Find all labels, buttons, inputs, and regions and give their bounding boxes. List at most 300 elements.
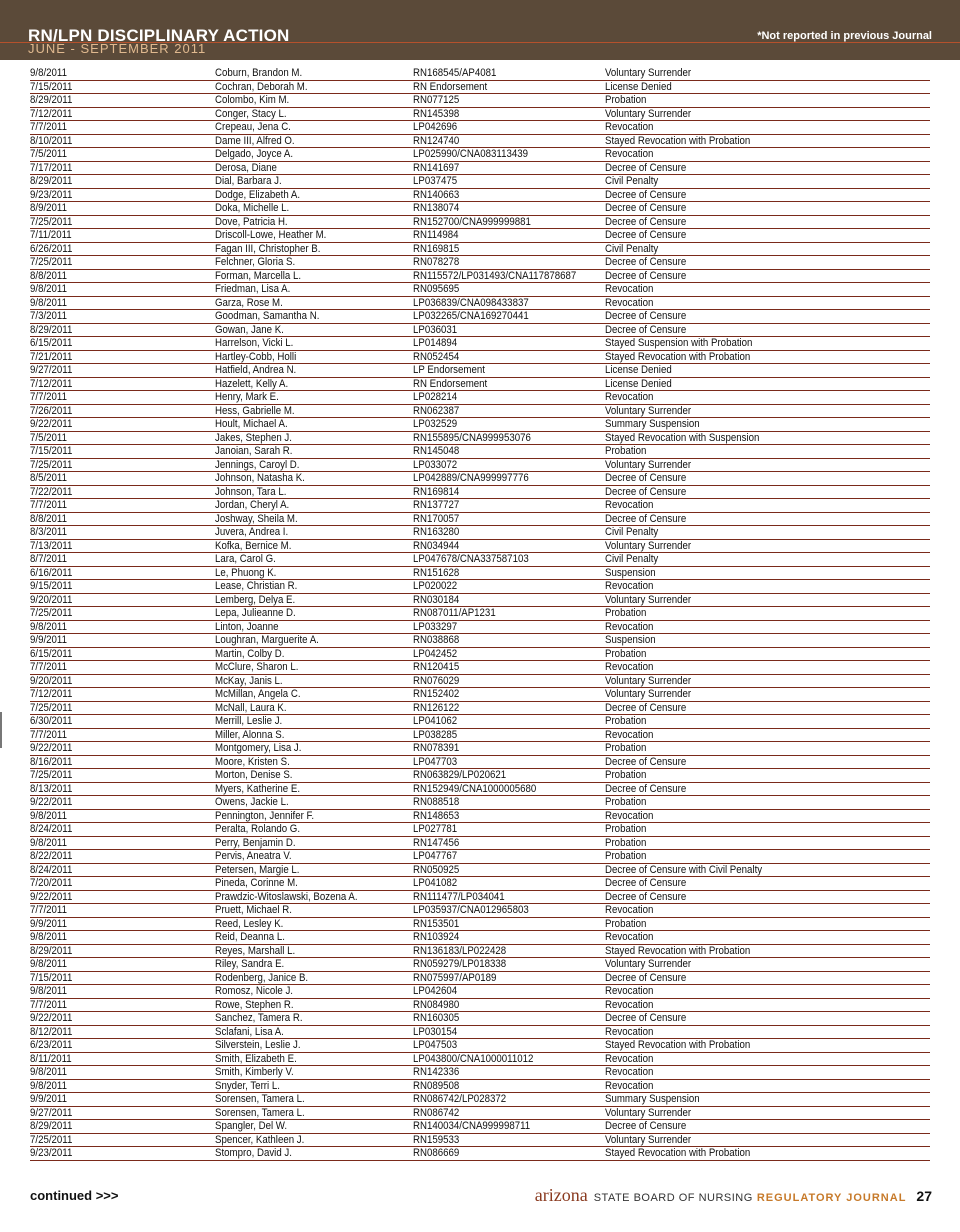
action-type: Probation <box>605 94 647 106</box>
action-date: 7/7/2011 <box>30 499 67 511</box>
table-row <box>30 67 930 81</box>
licensee-name: Spangler, Del W. <box>215 1120 288 1132</box>
licensee-name: Driscoll-Lowe, Heather M. <box>215 229 327 241</box>
licensee-name: Pineda, Corinne M. <box>215 877 298 889</box>
action-type: Decree of Censure <box>605 256 687 268</box>
action-type: Decree of Censure <box>605 782 687 795</box>
license-number: LP038285 <box>413 728 458 741</box>
licensee-name: Friedman, Lisa A. <box>215 283 291 295</box>
action-type: Revocation <box>605 620 654 633</box>
licensee-name: Felchner, Gloria S. <box>215 256 296 268</box>
licensee-name: Petersen, Margie L. <box>215 863 300 876</box>
license-number: RN030184 <box>413 593 460 606</box>
table-row <box>30 580 930 594</box>
action-date: 8/5/2011 <box>30 472 67 484</box>
table-row <box>30 229 930 243</box>
action-type: Decree of Censure <box>605 1012 687 1024</box>
table-row <box>30 648 930 662</box>
action-date: 8/10/2011 <box>30 134 73 147</box>
licensee-name: Owens, Jackie L. <box>215 796 289 808</box>
table-row <box>30 850 930 864</box>
table-row <box>30 729 930 743</box>
licensee-name: Montgomery, Lisa J. <box>215 742 302 754</box>
licensee-name: Sorensen, Tamera L. <box>215 1093 305 1105</box>
license-number: LP042889/CNA999997776 <box>413 472 529 484</box>
action-date: 9/23/2011 <box>30 1147 73 1159</box>
table-row <box>30 472 930 486</box>
action-type: License Denied <box>605 377 672 390</box>
table-row <box>30 499 930 513</box>
action-date: 9/8/2011 <box>30 283 67 295</box>
table-row <box>30 486 930 500</box>
table-row <box>30 135 930 149</box>
licensee-name: Sorensen, Tamera L. <box>215 1106 305 1119</box>
action-type: Decree of Censure <box>605 512 687 525</box>
table-row <box>30 702 930 716</box>
table-row <box>30 634 930 648</box>
action-date: 9/20/2011 <box>30 674 73 687</box>
licensee-name: Henry, Mark E. <box>215 391 279 403</box>
licensee-name: Stompro, David J. <box>215 1147 292 1159</box>
license-number: RN145398 <box>413 107 460 120</box>
license-number: RN159533 <box>413 1133 460 1146</box>
table-row <box>30 94 930 108</box>
license-number: RN114984 <box>413 229 459 241</box>
licensee-name: Peralta, Rolando G. <box>215 823 301 835</box>
license-number: LP047503 <box>413 1039 458 1051</box>
licensee-name: McNall, Laura K. <box>215 701 287 714</box>
licensee-name: Goodman, Samantha N. <box>215 310 320 322</box>
action-type: Probation <box>605 850 647 862</box>
licensee-name: Romosz, Nicole J. <box>215 985 294 997</box>
license-number: LP033072 <box>413 458 458 471</box>
licensee-name: Pennington, Jennifer F. <box>215 809 315 822</box>
action-date: 9/27/2011 <box>30 364 73 376</box>
table-row <box>30 364 930 378</box>
licensee-name: Dodge, Elizabeth A. <box>215 188 301 201</box>
action-type: Revocation <box>605 148 654 160</box>
action-date: 8/29/2011 <box>30 944 73 957</box>
action-date: 9/22/2011 <box>30 418 73 430</box>
action-date: 6/30/2011 <box>30 715 73 727</box>
action-type: Stayed Revocation with Probation <box>605 1039 751 1051</box>
license-number: LP028214 <box>413 391 458 403</box>
action-date: 8/29/2011 <box>30 175 73 187</box>
action-date: 9/8/2011 <box>30 809 67 822</box>
license-number: RN095695 <box>413 283 460 295</box>
action-date: 9/9/2011 <box>30 1093 67 1105</box>
page-title: RN/LPN DISCIPLINARY ACTION <box>28 26 290 45</box>
table-row <box>30 1053 930 1067</box>
licensee-name: Fagan III, Christopher B. <box>215 242 321 255</box>
action-date: 8/11/2011 <box>30 1052 72 1065</box>
action-type: Stayed Revocation with Suspension <box>605 431 760 444</box>
action-date: 7/15/2011 <box>30 971 73 984</box>
action-date: 8/29/2011 <box>30 94 73 106</box>
action-type: Revocation <box>605 728 654 741</box>
table-row <box>30 1012 930 1026</box>
action-date: 7/25/2011 <box>30 607 73 619</box>
action-type: Revocation <box>605 985 654 997</box>
action-date: 9/22/2011 <box>30 742 73 754</box>
table-row <box>30 418 930 432</box>
action-date: 7/25/2011 <box>30 1133 73 1146</box>
action-date: 9/8/2011 <box>30 1066 67 1078</box>
action-date: 8/9/2011 <box>30 202 67 214</box>
license-number: RN126122 <box>413 701 460 714</box>
action-type: Decree of Censure <box>605 188 687 201</box>
licensee-name: Lemberg, Delya E. <box>215 593 296 606</box>
table-row <box>30 108 930 122</box>
licensee-name: Riley, Sandra E. <box>215 958 285 970</box>
license-number: RN153501 <box>413 917 460 930</box>
licensee-name: Snyder, Terri L. <box>215 1079 280 1092</box>
license-number: RN086669 <box>413 1147 460 1159</box>
licensee-name: Perry, Benjamin D. <box>215 836 296 849</box>
table-row <box>30 877 930 891</box>
licensee-name: Janoian, Sarah R. <box>215 445 293 457</box>
license-number: RN063829/LP020621 <box>413 769 507 781</box>
action-date: 9/22/2011 <box>30 796 73 808</box>
license-number: LP037475 <box>413 175 458 187</box>
license-number: RN169814 <box>413 485 460 498</box>
table-row <box>30 297 930 311</box>
licensee-name: McMillan, Angela C. <box>215 688 301 700</box>
table-row <box>30 1093 930 1107</box>
table-row <box>30 945 930 959</box>
licensee-name: Silverstein, Leslie J. <box>215 1039 301 1051</box>
licensee-name: Juvera, Andrea I. <box>215 526 289 538</box>
licensee-name: Reed, Lesley K. <box>215 917 284 930</box>
table-row <box>30 756 930 770</box>
license-number: LP036839/CNA098433837 <box>413 296 529 309</box>
table-row <box>30 688 930 702</box>
table-row <box>30 715 930 729</box>
action-date: 7/25/2011 <box>30 215 73 228</box>
license-number: LP041082 <box>413 877 458 889</box>
license-number: RN142336 <box>413 1066 460 1078</box>
license-number: LP033297 <box>413 620 458 633</box>
action-date: 8/29/2011 <box>30 323 73 336</box>
action-type: Revocation <box>605 283 654 295</box>
license-number: LP020022 <box>413 580 458 592</box>
action-date: 9/22/2011 <box>30 890 73 903</box>
action-date: 9/20/2011 <box>30 593 73 606</box>
action-type: Voluntary Surrender <box>605 593 692 606</box>
licensee-name: Myers, Katherine E. <box>215 782 301 795</box>
table-row <box>30 904 930 918</box>
board-name: STATE BOARD OF NURSING <box>593 1192 753 1204</box>
table-row <box>30 891 930 905</box>
licensee-name: Prawdzic-Witoslawski, Bozena A. <box>215 890 358 903</box>
action-type: Decree of Censure <box>605 215 687 228</box>
journal-footer <box>535 1185 932 1206</box>
license-number: RN136183/LP022428 <box>413 944 507 957</box>
table-row <box>30 310 930 324</box>
licensee-name: Lepa, Julieanne D. <box>215 607 296 619</box>
license-number: RN050925 <box>413 863 460 876</box>
action-type: Stayed Revocation with Probation <box>605 944 751 957</box>
action-date: 9/8/2011 <box>30 958 67 970</box>
table-row <box>30 81 930 95</box>
table-row <box>30 837 930 851</box>
license-number: RN140663 <box>413 188 460 201</box>
license-number: LP032265/CNA169270441 <box>413 310 529 322</box>
action-type: Revocation <box>605 296 654 309</box>
licensee-name: Joshway, Sheila M. <box>215 512 298 525</box>
action-date: 7/5/2011 <box>30 148 67 160</box>
action-date: 8/29/2011 <box>30 1120 73 1132</box>
table-row <box>30 783 930 797</box>
table-row <box>30 351 930 365</box>
action-date: 9/22/2011 <box>30 1012 73 1024</box>
license-number: RN052454 <box>413 350 460 363</box>
licensee-name: Dove, Patricia H. <box>215 215 288 228</box>
license-number: RN059279/LP018338 <box>413 958 507 970</box>
action-date: 7/7/2011 <box>30 391 67 403</box>
licensee-name: Loughran, Marguerite A. <box>215 634 319 646</box>
action-date: 8/13/2011 <box>30 782 73 795</box>
action-type: Probation <box>605 836 647 849</box>
brand-logo-text: arizona <box>534 1185 588 1205</box>
action-type: Suspension <box>605 634 656 646</box>
action-type: Suspension <box>605 566 656 579</box>
table-row <box>30 1120 930 1134</box>
licensee-name: Pervis, Aneatra V. <box>215 850 292 862</box>
table-row <box>30 1039 930 1053</box>
table-row <box>30 958 930 972</box>
action-type: Revocation <box>605 931 654 943</box>
license-number: RN152949/CNA1000005680 <box>413 782 537 795</box>
action-type: Civil Penalty <box>605 553 659 565</box>
table-row <box>30 337 930 351</box>
licensee-name: Reid, Deanna L. <box>215 931 285 943</box>
action-type: Revocation <box>605 121 654 133</box>
licensee-name: Smith, Kimberly V. <box>215 1066 294 1078</box>
action-date: 7/26/2011 <box>30 404 73 417</box>
licensee-name: Miller, Alonna S. <box>215 728 285 741</box>
action-type: Voluntary Surrender <box>605 539 692 552</box>
licensee-name: Rowe, Stephen R. <box>215 998 294 1011</box>
action-date: 7/7/2011 <box>30 661 67 673</box>
license-number: RN147456 <box>413 836 460 849</box>
license-number: LP027781 <box>413 823 458 835</box>
licensee-name: Johnson, Tara L. <box>215 485 287 498</box>
table-row <box>30 931 930 945</box>
license-number: RN151628 <box>413 566 460 579</box>
license-number: RN078278 <box>413 256 460 268</box>
table-row <box>30 202 930 216</box>
action-date: 8/3/2011 <box>30 526 67 538</box>
license-number: RN Endorsement <box>413 80 488 93</box>
license-number: RN038868 <box>413 634 460 646</box>
action-date: 7/17/2011 <box>30 161 73 174</box>
action-type: Probation <box>605 823 647 835</box>
action-type: Voluntary Surrender <box>605 458 692 471</box>
license-number: RN075997/AP0189 <box>413 971 497 984</box>
licensee-name: McKay, Janis L. <box>215 674 283 687</box>
licensee-name: Pruett, Michael R. <box>215 904 292 916</box>
action-date: 9/27/2011 <box>30 1106 73 1119</box>
license-number: RN148653 <box>413 809 460 822</box>
action-date: 6/15/2011 <box>30 647 73 660</box>
action-date: 7/21/2011 <box>30 350 73 363</box>
action-date: 8/22/2011 <box>30 850 73 862</box>
table-row <box>30 445 930 459</box>
action-date: 7/7/2011 <box>30 904 67 916</box>
action-date: 7/11/2011 <box>30 229 72 241</box>
action-type: Decree of Censure <box>605 890 687 903</box>
action-date: 9/8/2011 <box>30 1079 67 1092</box>
table-row <box>30 1066 930 1080</box>
action-type: Decree of Censure <box>605 485 687 498</box>
license-number: RN170057 <box>413 512 460 525</box>
action-type: Probation <box>605 647 647 660</box>
action-type: License Denied <box>605 80 672 93</box>
table-row <box>30 175 930 189</box>
action-date: 8/16/2011 <box>30 755 73 768</box>
license-number: LP Endorsement <box>413 364 485 376</box>
licensee-name: Hartley-Cobb, Holli <box>215 350 297 363</box>
licensee-name: McClure, Sharon L. <box>215 661 299 673</box>
license-number: LP047703 <box>413 755 458 768</box>
license-number: RN084980 <box>413 998 460 1011</box>
action-type: Voluntary Surrender <box>605 404 692 417</box>
action-date: 6/23/2011 <box>30 1039 73 1051</box>
table-row <box>30 999 930 1013</box>
license-number: RN087011/AP1231 <box>413 607 496 619</box>
action-type: Revocation <box>605 580 654 592</box>
action-type: Decree of Censure <box>605 755 687 768</box>
licensee-name: Linton, Joanne <box>215 620 279 633</box>
table-row <box>30 216 930 230</box>
action-date: 9/8/2011 <box>30 67 67 79</box>
table-row <box>30 459 930 473</box>
table-row <box>30 283 930 297</box>
license-number: LP042604 <box>413 985 458 997</box>
table-row <box>30 405 930 419</box>
table-row <box>30 985 930 999</box>
license-number: RN152402 <box>413 688 460 700</box>
licensee-name: Crepeau, Jena C. <box>215 121 291 133</box>
licensee-name: Cochran, Deborah M. <box>215 80 308 93</box>
action-type: Summary Suspension <box>605 418 700 430</box>
license-number: RN086742/LP028372 <box>413 1093 507 1105</box>
table-row <box>30 391 930 405</box>
action-date: 7/25/2011 <box>30 458 73 471</box>
action-type: Probation <box>605 769 647 781</box>
table-row <box>30 742 930 756</box>
licensee-name: Hatfield, Andrea N. <box>215 364 297 376</box>
action-type: Decree of Censure <box>605 1120 687 1132</box>
licensee-name: Delgado, Joyce A. <box>215 148 294 160</box>
license-number: RN120415 <box>413 661 460 673</box>
action-type: Voluntary Surrender <box>605 674 692 687</box>
action-type: Stayed Suspension with Probation <box>605 337 753 349</box>
action-type: Civil Penalty <box>605 526 659 538</box>
license-number: RN089508 <box>413 1079 460 1092</box>
table-row <box>30 324 930 338</box>
licensee-name: Lara, Carol G. <box>215 553 276 565</box>
license-number: LP032529 <box>413 418 458 430</box>
action-date: 7/15/2011 <box>30 445 73 457</box>
license-number: RN168545/AP4081 <box>413 67 497 79</box>
table-row <box>30 243 930 257</box>
action-date: 6/15/2011 <box>30 337 73 349</box>
action-type: Voluntary Surrender <box>605 688 692 700</box>
licensee-name: Jennings, Caroyl D. <box>215 458 300 471</box>
licensee-name: Hess, Gabrielle M. <box>215 404 295 417</box>
action-date: 8/7/2011 <box>30 553 67 565</box>
action-type: Civil Penalty <box>605 242 659 255</box>
action-type: Revocation <box>605 904 654 916</box>
action-date: 7/7/2011 <box>30 121 67 133</box>
table-row <box>30 567 930 581</box>
licensee-name: Colombo, Kim M. <box>215 94 290 106</box>
table-row <box>30 189 930 203</box>
licensee-name: Smith, Elizabeth E. <box>215 1052 297 1065</box>
action-type: Voluntary Surrender <box>605 958 692 970</box>
action-type: Stayed Revocation with Probation <box>605 134 751 147</box>
action-type: Stayed Revocation with Probation <box>605 1147 751 1159</box>
action-date: 9/8/2011 <box>30 620 67 633</box>
table-row <box>30 1134 930 1148</box>
action-date: 9/23/2011 <box>30 188 73 201</box>
disciplinary-table <box>30 67 930 1161</box>
action-date: 7/3/2011 <box>30 310 67 322</box>
action-type: Probation <box>605 445 647 457</box>
action-date: 7/12/2011 <box>30 688 73 700</box>
action-date: 8/8/2011 <box>30 512 67 525</box>
action-type: Voluntary Surrender <box>605 67 692 79</box>
license-number: RN034944 <box>413 539 460 552</box>
action-date: 7/20/2011 <box>30 877 73 889</box>
action-date: 9/9/2011 <box>30 634 67 646</box>
page-number: 27 <box>916 1188 932 1204</box>
action-type: Voluntary Surrender <box>605 107 692 120</box>
table-row <box>30 864 930 878</box>
action-type: Voluntary Surrender <box>605 1133 692 1146</box>
table-row <box>30 1147 930 1161</box>
action-type: Probation <box>605 917 647 930</box>
license-number: RN115572/LP031493/CNA117878687 <box>413 269 577 282</box>
licensee-name: Gowan, Jane K. <box>215 323 284 336</box>
action-type: Revocation <box>605 391 654 403</box>
licensee-name: Johnson, Natasha K. <box>215 472 305 484</box>
header-note: *Not reported in previous Journal <box>757 30 932 42</box>
table-row <box>30 796 930 810</box>
action-type: Probation <box>605 607 647 619</box>
action-type: Decree of Censure <box>605 202 687 214</box>
license-number: RN111477/LP034041 <box>413 890 505 903</box>
action-type: Decree of Censure <box>605 161 687 174</box>
licensee-name: Dial, Barbara J. <box>215 175 282 187</box>
table-row <box>30 513 930 527</box>
action-date: 9/8/2011 <box>30 985 67 997</box>
license-number: LP014894 <box>413 337 458 349</box>
licensee-name: Sanchez, Tamera R. <box>215 1012 303 1024</box>
license-number: LP041062 <box>413 715 458 727</box>
licensee-name: Coburn, Brandon M. <box>215 67 303 79</box>
licensee-name: Martin, Colby D. <box>215 647 285 660</box>
table-row <box>30 526 930 540</box>
action-date: 9/8/2011 <box>30 836 67 849</box>
action-date: 7/22/2011 <box>30 485 73 498</box>
licensee-name: Garza, Rose M. <box>215 296 283 309</box>
action-type: Decree of Censure <box>605 701 687 714</box>
table-row <box>30 162 930 176</box>
license-number: RN088518 <box>413 796 460 808</box>
